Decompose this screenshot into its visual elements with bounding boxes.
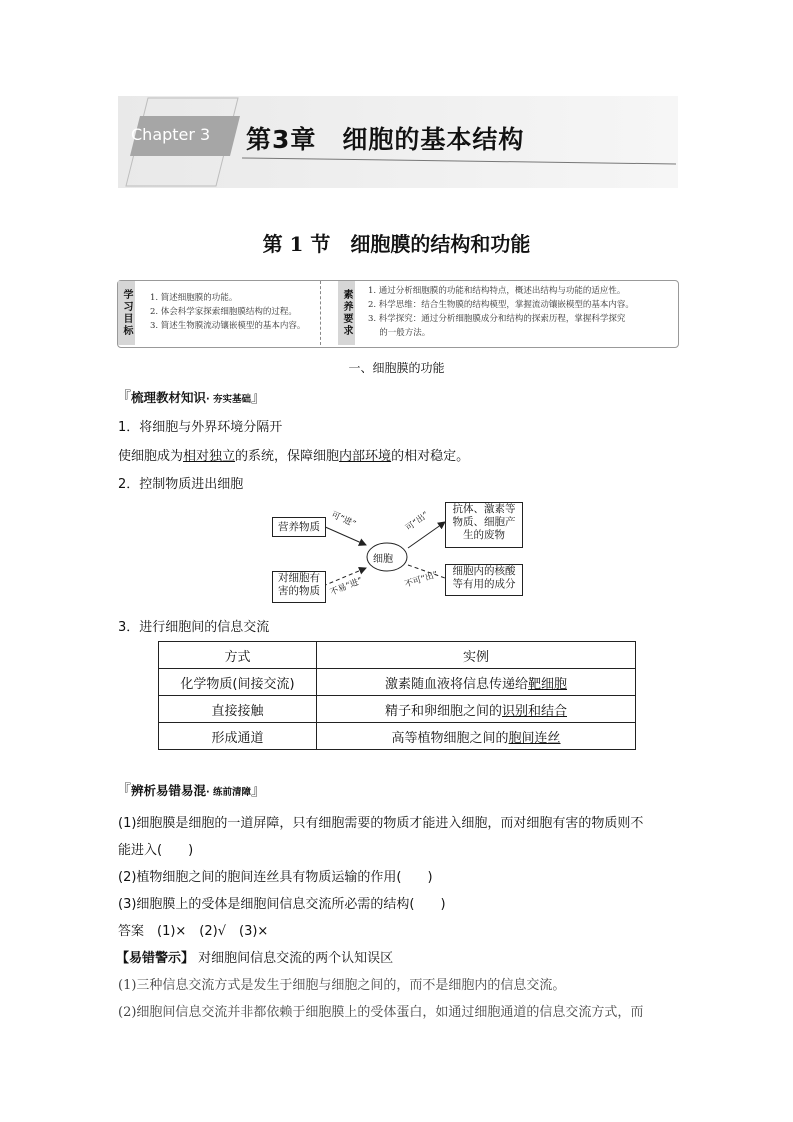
knowledge-heading-sub: · 夯实基础 — [206, 394, 251, 405]
underlined-term: 相对独立 — [183, 449, 236, 464]
literacy-list — [368, 284, 634, 340]
warning-title: 对细胞间信息交流的两个认知误区 — [198, 951, 394, 966]
question-1-line-1: (1)细胞膜是细胞的一道屏障，只有细胞需要的物质才能进入细胞，而对细胞有害的物质则不 — [118, 816, 644, 831]
arrow-can-in — [323, 526, 366, 545]
harmful-box: 对细胞有 害的物质 — [272, 571, 326, 603]
kept-box: 细胞内的核酸 等有用的成分 — [445, 564, 523, 596]
chapter-tag: Chapter 3 — [131, 125, 211, 144]
section-title: 第 1 节 细胞膜的结构和功能 — [262, 232, 531, 256]
learn-goals-list — [150, 291, 305, 333]
literacy-label: 素养要求 — [338, 281, 355, 345]
table-cell-mode: 化学物质(间接交流) — [159, 669, 317, 696]
discern-heading-sub: · 练前清障 — [206, 787, 251, 798]
goals-divider — [320, 281, 321, 345]
question-1-line-2: 能进入( ) — [118, 843, 194, 858]
knowledge-item-1: 1．将细胞与外界环境分隔开 — [118, 420, 283, 435]
table-header: 实例 — [317, 642, 636, 669]
outputs-box: 抗体、激素等 物质、细胞产 生的废物 — [445, 502, 523, 548]
table-cell-example: 高等植物细胞之间的胞间连丝 — [317, 723, 636, 750]
literacy-item: 的一般方法。 — [368, 328, 431, 338]
question-2: (2)植物细胞之间的胞间连丝具有物质运输的作用( ) — [118, 870, 433, 885]
answer-line: 答案 (1)× (2)√ (3)× — [118, 924, 269, 939]
learn-goal-item: 2. 体会科学家探索细胞膜结构的过程。 — [150, 307, 297, 317]
underlined-term: 内部环境 — [339, 449, 392, 464]
knowledge-heading-main: 梳理教材知识 — [131, 390, 207, 405]
knowledge-item-1-text: 使细胞成为相对独立的系统，保障细胞内部环境的相对稳定。 — [118, 449, 470, 464]
table-row — [159, 669, 636, 696]
learn-goal-item: 1. 简述细胞膜的功能。 — [150, 293, 238, 303]
warning-line-1: (1)三种信息交流方式是发生于细胞与细胞之间的，而不是细胞内的信息交流。 — [118, 978, 566, 993]
info-exchange-table — [158, 641, 636, 750]
warning-heading — [116, 947, 393, 966]
literacy-item: 2. 科学思维：结合生物膜的结构模型，掌握流动镶嵌模型的基本内容。 — [368, 300, 634, 310]
label-can-in: 可“进” — [329, 510, 358, 530]
knowledge-heading: 『梳理教材知识· 夯实基础』 — [116, 388, 266, 406]
nutrients-box: 营养物质 — [272, 517, 326, 537]
table-cell-mode: 直接接触 — [159, 696, 317, 723]
sub-heading: 一、细胞膜的功能 — [348, 361, 445, 375]
learn-goal-item: 3. 简述生物膜流动镶嵌模型的基本内容。 — [150, 321, 306, 331]
knowledge-item-2: 2．控制物质进出细胞 — [118, 477, 244, 492]
label-hard-in: 不易“进” — [328, 575, 365, 598]
label-can-out: 可“出” — [404, 510, 431, 534]
discern-heading-main: 辨析易错易混 — [131, 783, 207, 798]
table-row — [159, 723, 636, 750]
label-cannot-out: 不可“出” — [403, 569, 440, 590]
table-cell-example: 精子和卵细胞之间的识别和结合 — [317, 696, 636, 723]
question-3: (3)细胞膜上的受体是细胞间信息交流所必需的结构( ) — [118, 897, 446, 912]
table-header-row — [159, 642, 636, 669]
chapter-banner — [118, 96, 678, 188]
diagram-center-label: 细胞 — [373, 554, 393, 565]
table-header: 方式 — [159, 642, 317, 669]
table-row — [159, 696, 636, 723]
literacy-item: 3. 科学探究：通过分析细胞膜成分和结构的探索历程，掌握科学探究 — [368, 314, 626, 324]
discern-heading: 『辨析易错易混· 练前清障』 — [116, 781, 266, 799]
table-cell-example: 激素随血液将信息传递给靶细胞 — [317, 669, 636, 696]
learn-goals-label: 学习目标 — [118, 281, 135, 345]
chapter-title: 第3章 细胞的基本结构 — [246, 125, 525, 154]
literacy-item: 1. 通过分析细胞膜的功能和结构特点，概述出结构与功能的适应性。 — [368, 286, 626, 296]
knowledge-item-3: 3．进行细胞间的信息交流 — [118, 620, 270, 635]
warning-line-2: (2)细胞间信息交流并非都依赖于细胞膜上的受体蛋白，如通过细胞通道的信息交流方式，而 — [118, 1005, 644, 1020]
warning-tag: 【易错警示】 — [116, 951, 195, 966]
table-cell-mode: 形成通道 — [159, 723, 317, 750]
goals-box — [117, 280, 679, 348]
